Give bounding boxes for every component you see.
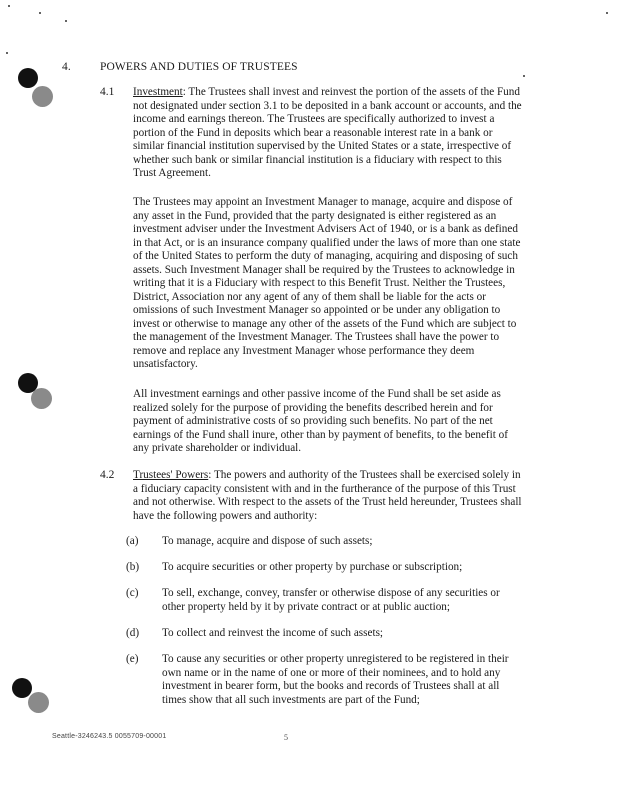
section-number: 4.: [62, 61, 71, 73]
punch-hole-top-grey: [32, 86, 53, 107]
punch-hole-bottom-grey: [28, 692, 49, 713]
subsection-number-4-1: 4.1: [100, 86, 115, 98]
investment-paragraph-1-text: : The Trustees shall invest and reinvest the portion of the assets of the Fund not designated under section 3.1 to be deposited in a bank account or accounts, and the income and earnings thereon. The Trustees are specifically authorized to invest a portion of the Fund in deposits which bear a reasonable interest rate in a bank or similar financial institution supervised by the United States or a state, irrespective of whether such bank or similar financial institution is a fiduciary with respect to this Trust Agreement.: [133, 86, 522, 179]
list-item-text: To cause any securities or other property unregistered to be registered in their own name or in the name of one or more of their nominees, and to hold any investment in bearer form, but the books and records of Trustees shall at all times show that all such investments are part of the Fund;: [162, 653, 509, 706]
scan-speck: [606, 12, 608, 14]
scan-speck: [65, 20, 67, 22]
trustees-powers-heading: Trustees' Powers: [133, 469, 209, 481]
list-item-text: To manage, acquire and dispose of such assets;: [162, 535, 373, 547]
list-item-text: To sell, exchange, convey, transfer or otherwise dispose of any securities or other property held by it by private contract or at public auction;: [162, 587, 500, 613]
list-item-letter: (c): [126, 587, 139, 599]
scan-speck: [8, 5, 10, 7]
punch-hole-bottom-dark: [12, 678, 32, 698]
scan-speck: [6, 52, 8, 54]
investment-earnings-paragraph: All investment earnings and other passive income of the Fund shall be set aside as realized solely for the purpose of providing the benefits described herein and for payment of administrative costs of so providing such benefits. No part of the net earnings of the Fund shall inure, other than by payment of benefits, to the benefit of any private shareholder or individual.: [133, 388, 508, 454]
investment-heading: Investment: [133, 86, 183, 98]
list-item-letter: (a): [126, 535, 139, 547]
punch-hole-middle-grey: [31, 388, 52, 409]
page-number: 5: [284, 733, 288, 742]
list-item-text: To collect and reinvest the income of such assets;: [162, 627, 384, 639]
list-item-letter: (d): [126, 627, 140, 639]
list-item-text: To acquire securities or other property by purchase or subscription;: [162, 561, 463, 573]
scan-speck: [523, 75, 525, 77]
list-item-letter: (b): [126, 561, 140, 573]
section-title: POWERS AND DUTIES OF TRUSTEES: [100, 61, 298, 73]
document-id-footer: Seattle-3246243.5 0055709-00001: [52, 733, 167, 740]
list-item-letter: (e): [126, 653, 139, 665]
trustees-powers-paragraph-text: : The powers and authority of the Trustees shall be exercised solely in a fiduciary capacity consistent with and in the furtherance of the purpose of this Trust and not otherwise. With respect to the assets of the Trust held hereunder, Trustees shall have the following powers and authority:: [133, 469, 522, 522]
investment-manager-paragraph: The Trustees may appoint an Investment Manager to manage, acquire and dispose of any asset in the Fund, provided that the party designated is either registered as an investment adviser under the Investment Advisers Act of 1940, or is a bank as defined in that Act, or is an insurance company qualified under the laws of more than one state of the United States to perform the duty of managing, acquiring and disposing of such assets. Such Investment Manager shall be required by the Trustees to acknowledge in writing that it is a Fiduciary with respect to this Benefit Trust. Neither the Trustees, District, Association nor any agent of any of them shall be liable for the acts or omissions of such Investment Manager so appointed or be under any obligation to invest or otherwise to manage any other of the assets of the Fund which are subject to the management of the Investment Manager. The Trustees shall have the power to remove and replace any Investment Manager whose performance they deem unsatisfactory.: [133, 196, 521, 370]
investment-paragraph-1: [133, 86, 522, 181]
punch-hole-top-dark: [18, 68, 38, 88]
trustees-powers-paragraph: [133, 469, 522, 523]
scan-speck: [39, 12, 41, 14]
subsection-number-4-2: 4.2: [100, 469, 115, 481]
